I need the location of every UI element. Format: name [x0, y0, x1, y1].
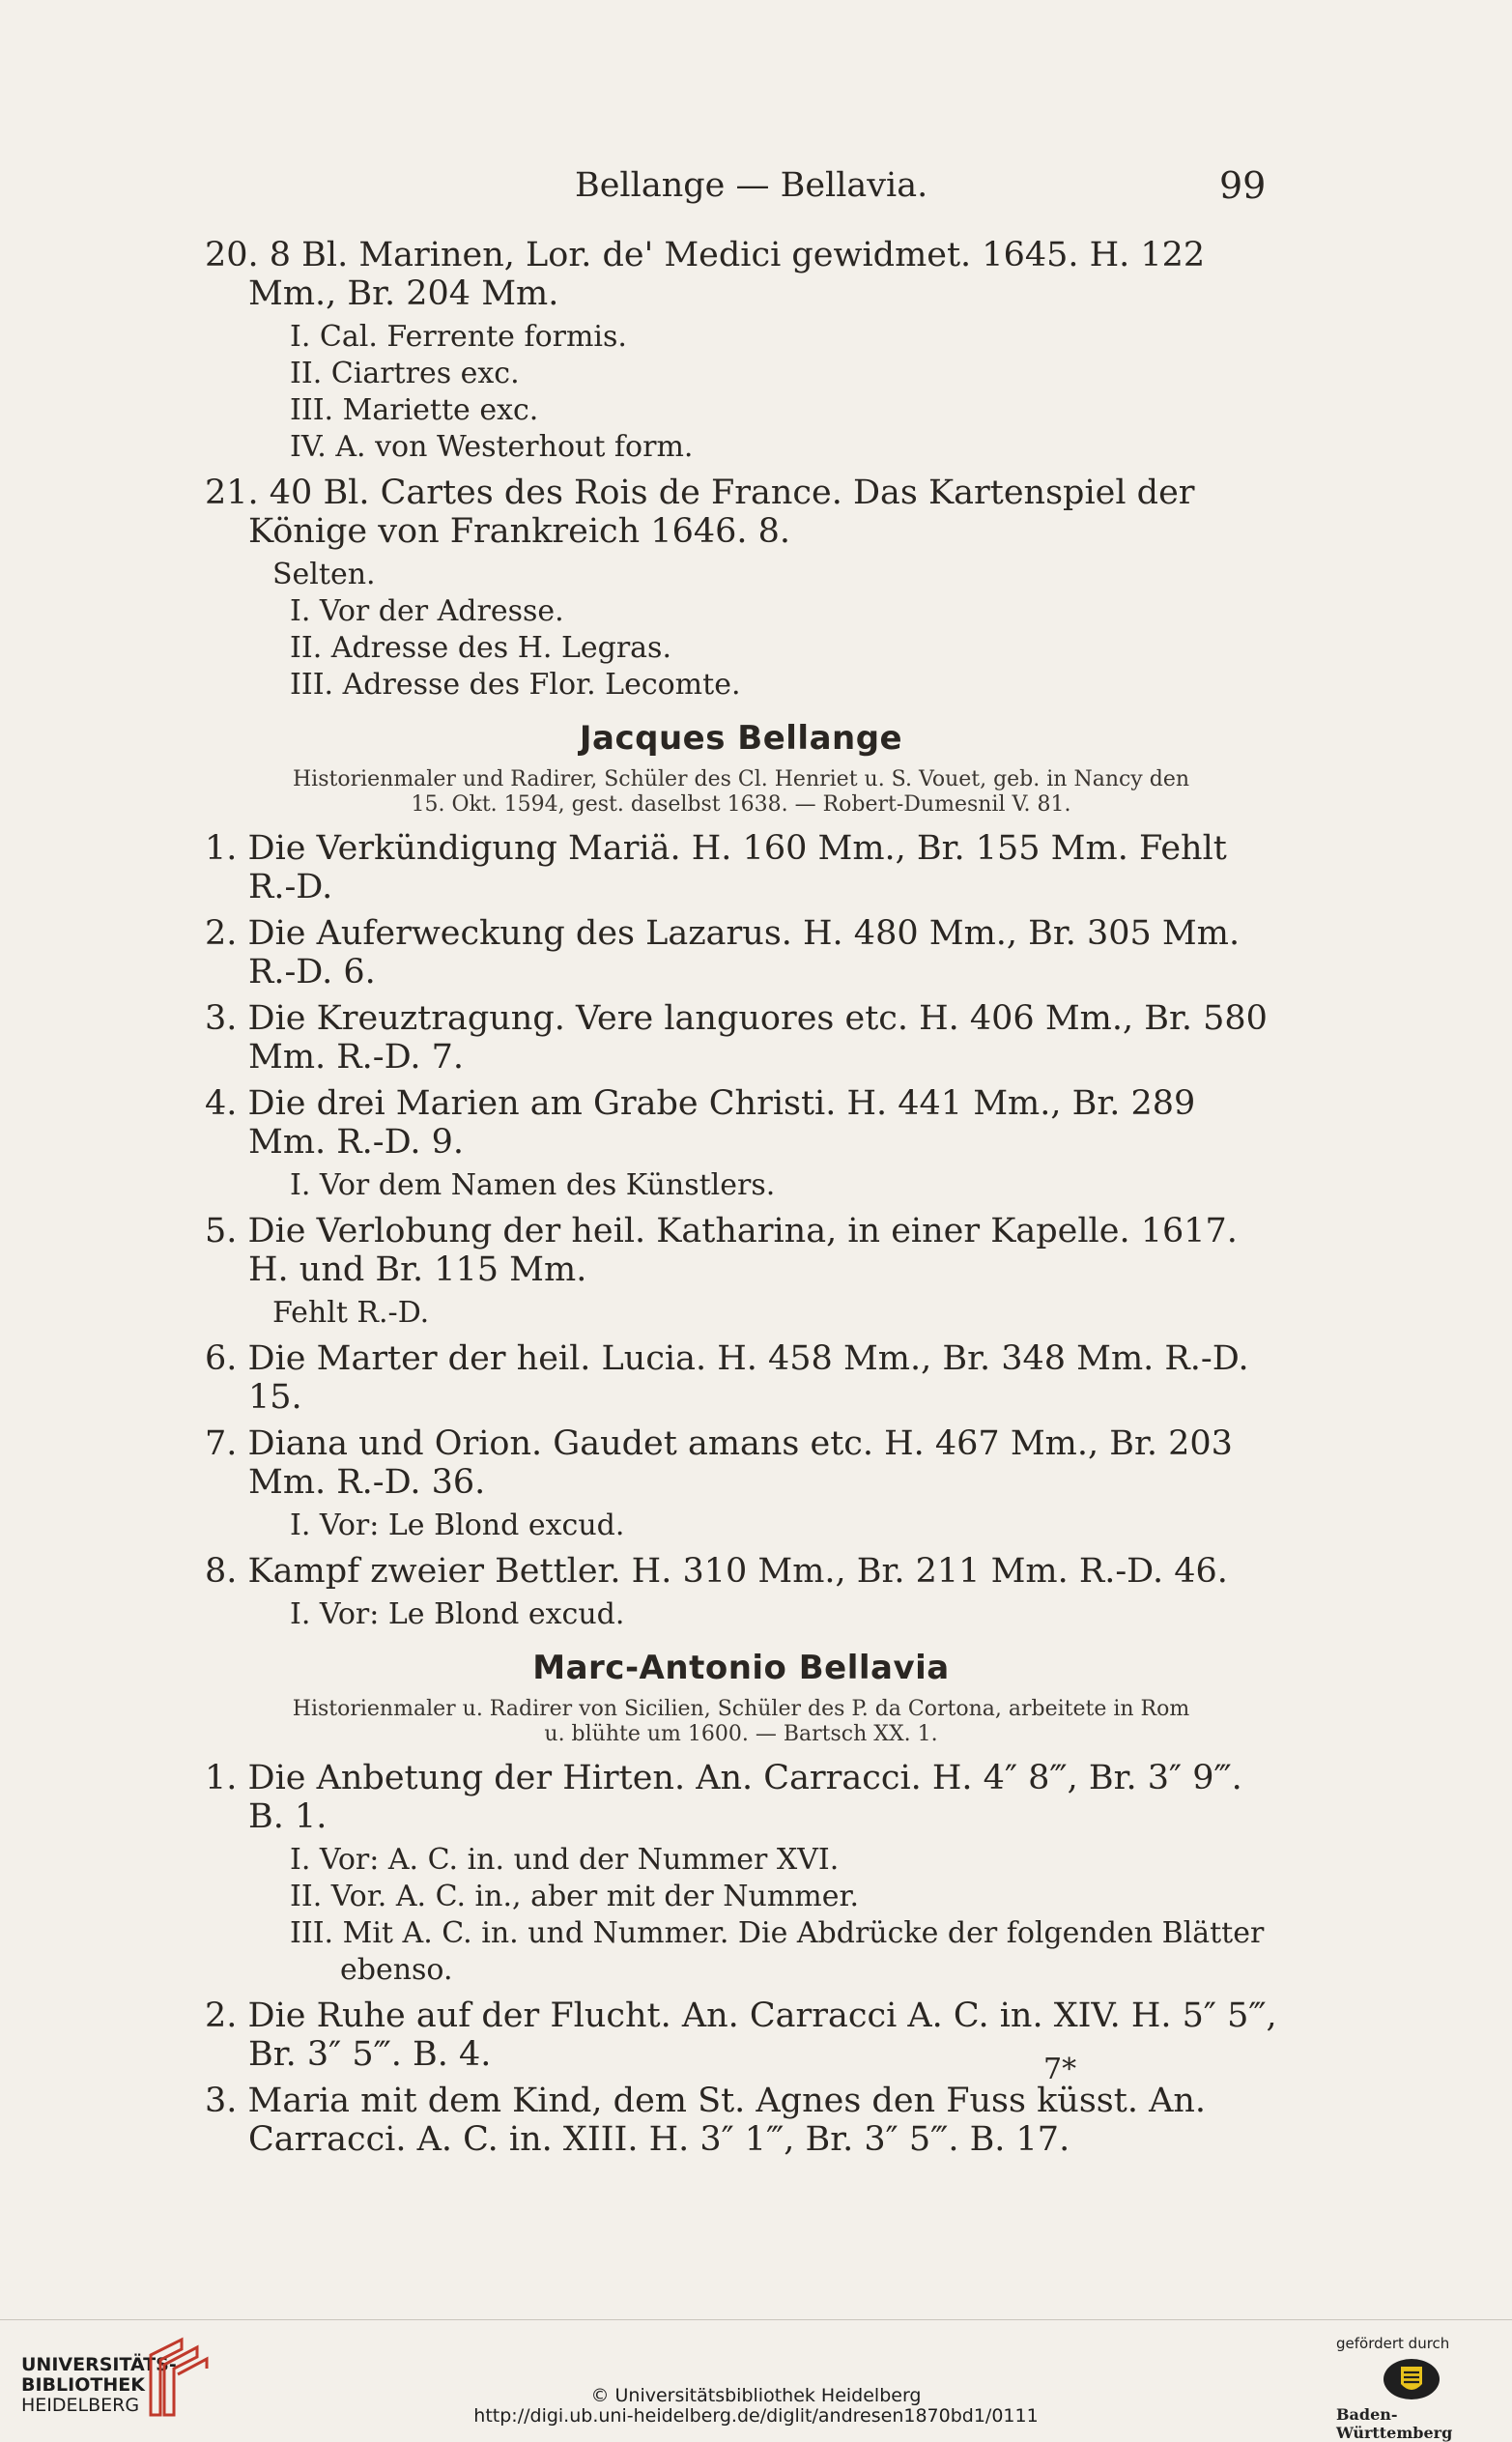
entry-text: 5. Die Verlobung der heil. Katharina, in einer Kapelle. 1617. H. und Br. 115 Mm. [205, 1212, 1238, 1289]
artist-heading: Jacques Bellange [579, 719, 903, 758]
catalogue-entry [205, 474, 1277, 704]
entry-note: Selten. [272, 558, 376, 591]
entry-text: 20. 8 Bl. Marinen, Lor. de' Medici gewidmet. 1645. H. 122 Mm., Br. 204 Mm. [205, 236, 1206, 313]
catalogue-entry [205, 1424, 1277, 1544]
catalogue-text [205, 236, 1277, 2167]
entry-text: 1. Die Anbetung der Hirten. An. Carracci. H. 4″ 8‴, Br. 3″ 9‴. B. 1. [205, 1759, 1242, 1836]
state-line: IV. A. von Westerhout form. [290, 430, 694, 464]
funder-name: Baden-Württemberg [1336, 2405, 1453, 2442]
catalogue-entry [205, 1339, 1277, 1417]
artist-bio-line: Historienmaler und Radirer, Schüler des Cl. Henriet u. S. Vouet, geb. in Nancy den [292, 767, 1190, 791]
page-header [0, 166, 1512, 215]
catalogue-entry [205, 1084, 1277, 1204]
entry-text: 3. Maria mit dem Kind, dem St. Agnes den Fuss küsst. An. Carracci. A. C. in. XIII. H. 3″ 1‴, Br. 3″ 5‴. B. 17. [205, 2082, 1207, 2159]
library-name-line: BIBLIOTHEK [21, 2374, 145, 2396]
state-line: II. Vor. A. C. in., aber mit der Nummer. [290, 1880, 860, 1913]
catalogue-entry [205, 999, 1277, 1077]
artist-bio-line: u. blühte um 1600. — Bartsch XX. 1. [544, 1722, 938, 1746]
copyright-notice [0, 2386, 1512, 2427]
permalink[interactable]: http://digi.ub.uni-heidelberg.de/diglit/andresen1870bd1/0111 [473, 2405, 1039, 2427]
running-title: Bellange — Bellavia. [575, 166, 928, 205]
state-line: I. Cal. Ferrente formis. [290, 320, 627, 354]
state-line: I. Vor: Le Blond excud. [290, 1508, 625, 1542]
entry-text: 1. Die Verkündigung Mariä. H. 160 Mm., Br. 155 Mm. Fehlt R.-D. [205, 829, 1227, 906]
state-line: II. Ciartres exc. [290, 357, 520, 390]
entry-text: 8. Kampf zweier Bettler. H. 310 Mm., Br. 211 Mm. R.-D. 46. [205, 1552, 1228, 1591]
library-name-line: HEIDELBERG [21, 2395, 140, 2416]
entry-note: Fehlt R.-D. [272, 1296, 430, 1330]
funded-by-label: gefördert durch [1336, 2335, 1450, 2352]
catalogue-entry [205, 1759, 1277, 1989]
state-line: II. Adresse des H. Legras. [290, 631, 671, 665]
entry-text: 4. Die drei Marien am Grabe Christi. H. 441 Mm., Br. 289 Mm. R.-D. 9. [205, 1084, 1196, 1162]
signature-mark: 7* [1043, 2053, 1077, 2086]
digitization-footer [0, 2319, 1512, 2442]
catalogue-entry [205, 914, 1277, 991]
artist-bio [205, 1697, 1277, 1747]
coat-of-arms-icon [1382, 2357, 1441, 2401]
state-line: III. Mariette exc. [290, 393, 539, 427]
library-name-line: UNIVERSITÄTS- [21, 2354, 177, 2375]
state-line: III. Mit A. C. in. und Nummer. Die Abdrücke der folgenden Blätter ebenso. [290, 1916, 1265, 1987]
catalogue-entry [205, 2082, 1277, 2159]
artist-heading: Marc-Antonio Bellavia [532, 1649, 950, 1687]
entry-text: 6. Die Marter der heil. Lucia. H. 458 Mm., Br. 348 Mm. R.-D. 15. [205, 1339, 1249, 1417]
entry-text: 21. 40 Bl. Cartes des Rois de France. Das Kartenspiel der Könige von Frankreich 1646. 8. [205, 474, 1195, 551]
state-line: I. Vor dem Namen des Künstlers. [290, 1168, 776, 1202]
entry-text: 2. Die Ruhe auf der Flucht. An. Carracci A. C. in. XIV. H. 5″ 5‴, Br. 3″ 5‴. B. 4. [205, 1997, 1277, 2074]
state-line: I. Vor der Adresse. [290, 594, 564, 628]
catalogue-entry [205, 1997, 1277, 2074]
copyright-text: © Universitätsbibliothek Heidelberg [590, 2385, 922, 2406]
catalogue-entry [205, 1212, 1277, 1332]
state-line: III. Adresse des Flor. Lecomte. [290, 668, 741, 702]
catalogue-entry [205, 236, 1277, 466]
catalogue-entry [205, 829, 1277, 906]
artist-bio [205, 767, 1277, 818]
state-line: I. Vor: Le Blond excud. [290, 1597, 625, 1631]
entry-text: 2. Die Auferweckung des Lazarus. H. 480 Mm., Br. 305 Mm. R.-D. 6. [205, 914, 1241, 991]
page-number: 99 [1219, 164, 1267, 207]
artist-bio-line: 15. Okt. 1594, gest. daselbst 1638. — Robert-Dumesnil V. 81. [411, 792, 1071, 817]
catalogue-entry [205, 1552, 1277, 1633]
entry-text: 3. Die Kreuztragung. Vere languores etc. H. 406 Mm., Br. 580 Mm. R.-D. 7. [205, 999, 1268, 1077]
entry-text: 7. Diana und Orion. Gaudet amans etc. H. 467 Mm., Br. 203 Mm. R.-D. 36. [205, 1424, 1233, 1502]
state-line: I. Vor: A. C. in. und der Nummer XVI. [290, 1843, 840, 1877]
artist-bio-line: Historienmaler u. Radirer von Sicilien, Schüler des P. da Cortona, arbeitete in Rom [292, 1697, 1190, 1721]
